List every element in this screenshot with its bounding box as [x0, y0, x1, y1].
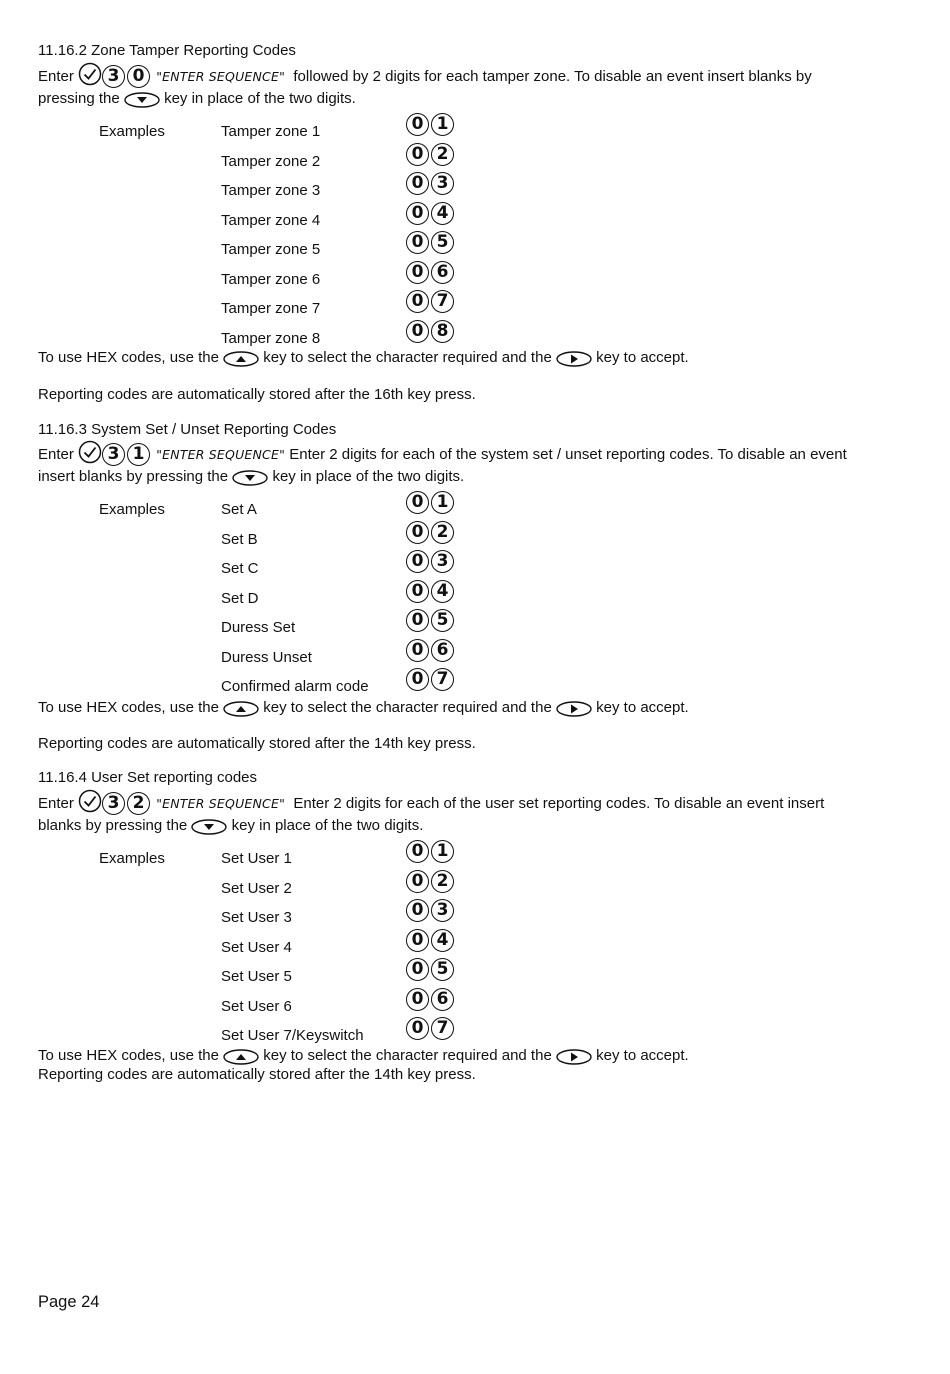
enter-sequence-prompt: "ENTER SEQUENCE" [156, 796, 286, 811]
digit-key-icon: 7 [431, 290, 454, 313]
digit-key-icon: 0 [406, 491, 429, 514]
example-code-keys [406, 609, 456, 632]
example-label: Tamper zone 5 [221, 241, 321, 258]
check-key-icon [78, 62, 102, 86]
digit-key-icon: 0 [406, 668, 429, 691]
hex-text: To use HEX codes, use the [38, 1047, 219, 1064]
instruction-text: Enter 2 digits for each of the user set reporting codes. To disable an event insert [293, 795, 825, 812]
digit-key-icon: 4 [431, 580, 454, 603]
digit-key-icon: 4 [431, 202, 454, 225]
digit-key-icon: 5 [431, 958, 454, 981]
instruction-paragraph [38, 62, 856, 110]
digit-key-icon: 1 [431, 491, 454, 514]
digit-key-icon: 3 [431, 550, 454, 573]
digit-key-icon: 3 [431, 899, 454, 922]
instruction-text: Enter 2 digits for each of the system set / unset reporting codes. To disable an event [289, 446, 847, 463]
example-code-keys [406, 639, 456, 662]
digit-key-icon: 0 [406, 113, 429, 136]
example-code-keys [406, 172, 456, 195]
instruction-paragraph [38, 789, 856, 837]
section-heading: 11.16.3 System Set / Unset Reporting Codes [38, 421, 337, 438]
example-label: Set A [221, 501, 257, 518]
instruction-text: key in place of the two digits. [272, 468, 465, 485]
example-label: Set User 3 [221, 909, 292, 926]
example-label: Set User 2 [221, 879, 292, 897]
example-label: Duress Unset [221, 648, 312, 666]
example-label: Tamper zone 1 [221, 123, 321, 140]
digit-key-icon: 0 [406, 521, 429, 544]
digit-key-icon: 0 [406, 1017, 429, 1040]
digit-key-icon: 0 [406, 870, 429, 893]
example-label: Tamper zone 7 [221, 300, 321, 317]
digit-key-icon: 5 [431, 609, 454, 632]
hex-text: key to accept. [596, 699, 689, 716]
check-key-icon [78, 440, 102, 464]
digit-key-icon: 6 [431, 988, 454, 1011]
example-code-keys [406, 580, 456, 603]
examples-label: Examples [99, 501, 165, 518]
example-code-keys [406, 491, 456, 514]
hex-text: To use HEX codes, use the [38, 699, 219, 716]
example-label: Set D [221, 589, 259, 607]
digit-key-icon: 0 [127, 65, 150, 88]
digit-key-icon: 4 [431, 929, 454, 952]
down-arrow-key-icon [124, 92, 160, 108]
check-key-icon [78, 789, 102, 813]
digit-key-icon: 0 [406, 320, 429, 343]
instruction-paragraph [38, 440, 856, 488]
example-code-keys [406, 899, 456, 922]
example-label: Tamper zone 8 [221, 329, 321, 347]
digit-key-icon: 0 [406, 639, 429, 662]
digit-key-icon: 6 [431, 639, 454, 662]
examples-label: Examples [99, 123, 165, 140]
example-label: Set B [221, 530, 258, 548]
digit-key-icon: 1 [431, 840, 454, 863]
digit-key-icon: 0 [406, 899, 429, 922]
example-code-keys [406, 550, 456, 573]
instruction-text: followed by 2 digits for each tamper zone. To disable an event insert blanks by [293, 68, 812, 85]
hex-text: To use HEX codes, use the [38, 349, 219, 366]
down-arrow-key-icon [191, 819, 227, 835]
digit-key-icon: 2 [431, 521, 454, 544]
example-code-keys [406, 202, 456, 225]
example-label: Tamper zone 6 [221, 270, 321, 288]
example-label: Set User 1 [221, 850, 292, 867]
auto-store-note: Reporting codes are automatically stored after the 16th key press. [38, 386, 476, 403]
digit-key-icon: 0 [406, 231, 429, 254]
example-label: Duress Set [221, 619, 296, 636]
page-number: Page 24 [38, 1293, 100, 1311]
example-label: Set User 6 [221, 997, 292, 1015]
example-code-keys [406, 261, 456, 284]
digit-key-icon: 0 [406, 988, 429, 1011]
digit-key-icon: 0 [406, 609, 429, 632]
hex-text: key to accept. [596, 1047, 689, 1064]
right-arrow-key-icon [556, 1049, 592, 1065]
digit-key-icon: 0 [406, 929, 429, 952]
digit-key-icon: 0 [406, 172, 429, 195]
digit-key-icon: 7 [431, 1017, 454, 1040]
example-code-keys [406, 113, 456, 136]
section-heading: 11.16.2 Zone Tamper Reporting Codes [38, 42, 296, 59]
digit-key-icon: 3 [102, 65, 125, 88]
digit-key-icon: 1 [127, 443, 150, 466]
example-code-keys [406, 1017, 456, 1040]
enter-sequence-prompt: "ENTER SEQUENCE" [156, 69, 286, 84]
enter-word: Enter [38, 68, 74, 85]
auto-store-note: Reporting codes are automatically stored after the 14th key press. [38, 735, 476, 752]
digit-key-icon: 0 [406, 550, 429, 573]
example-code-keys [406, 320, 456, 343]
digit-key-icon: 3 [102, 792, 125, 815]
right-arrow-key-icon [556, 351, 592, 367]
down-arrow-key-icon [232, 470, 268, 486]
example-label: Set C [221, 560, 259, 577]
up-arrow-key-icon [223, 701, 259, 717]
example-label: Set User 5 [221, 968, 292, 985]
instruction-text: key in place of the two digits. [231, 817, 424, 834]
hex-text: key to select the character required and the [263, 349, 552, 366]
digit-key-icon: 2 [431, 870, 454, 893]
example-code-keys [406, 231, 456, 254]
example-code-keys [406, 958, 456, 981]
digit-key-icon: 0 [406, 202, 429, 225]
digit-key-icon: 0 [406, 840, 429, 863]
right-arrow-key-icon [556, 701, 592, 717]
example-label: Set User 7/Keyswitch [221, 1027, 364, 1044]
digit-key-icon: 7 [431, 668, 454, 691]
up-arrow-key-icon [223, 351, 259, 367]
up-arrow-key-icon [223, 1049, 259, 1065]
auto-store-note: Reporting codes are automatically stored after the 14th key press. [38, 1066, 476, 1083]
example-code-keys [406, 143, 456, 166]
digit-key-icon: 3 [431, 172, 454, 195]
enter-word: Enter [38, 446, 74, 463]
digit-key-icon: 8 [431, 320, 454, 343]
digit-key-icon: 0 [406, 143, 429, 166]
example-code-keys [406, 668, 456, 691]
digit-key-icon: 0 [406, 290, 429, 313]
digit-key-icon: 0 [406, 261, 429, 284]
example-label: Confirmed alarm code [221, 678, 369, 695]
section-heading: 11.16.4 User Set reporting codes [38, 769, 258, 786]
hex-text: key to select the character required and the [263, 699, 552, 716]
example-code-keys [406, 840, 456, 863]
digit-key-icon: 0 [406, 958, 429, 981]
hex-text: key to accept. [596, 349, 689, 366]
instruction-text: pressing the [38, 90, 120, 107]
example-code-keys [406, 929, 456, 952]
example-label: Tamper zone 2 [221, 152, 321, 170]
digit-key-icon: 6 [431, 261, 454, 284]
example-code-keys [406, 290, 456, 313]
instruction-text: blanks by pressing the [38, 817, 188, 834]
examples-label: Examples [99, 850, 165, 867]
instruction-text: key in place of the two digits. [164, 90, 356, 107]
hex-instruction [38, 699, 689, 717]
digit-key-icon: 0 [406, 580, 429, 603]
example-code-keys [406, 870, 456, 893]
digit-key-icon: 3 [102, 443, 125, 466]
instruction-text: insert blanks by pressing the [38, 468, 229, 485]
example-label: Tamper zone 4 [221, 211, 321, 229]
example-code-keys [406, 521, 456, 544]
hex-instruction [38, 1047, 689, 1065]
digit-key-icon: 5 [431, 231, 454, 254]
enter-word: Enter [38, 795, 74, 812]
example-label: Set User 4 [221, 938, 292, 956]
hex-instruction [38, 349, 689, 367]
enter-sequence-prompt: "ENTER SEQUENCE" [156, 447, 286, 462]
digit-key-icon: 2 [127, 792, 150, 815]
example-code-keys [406, 988, 456, 1011]
hex-text: key to select the character required and the [263, 1047, 552, 1064]
digit-key-icon: 2 [431, 143, 454, 166]
digit-key-icon: 1 [431, 113, 454, 136]
example-label: Tamper zone 3 [221, 182, 321, 199]
